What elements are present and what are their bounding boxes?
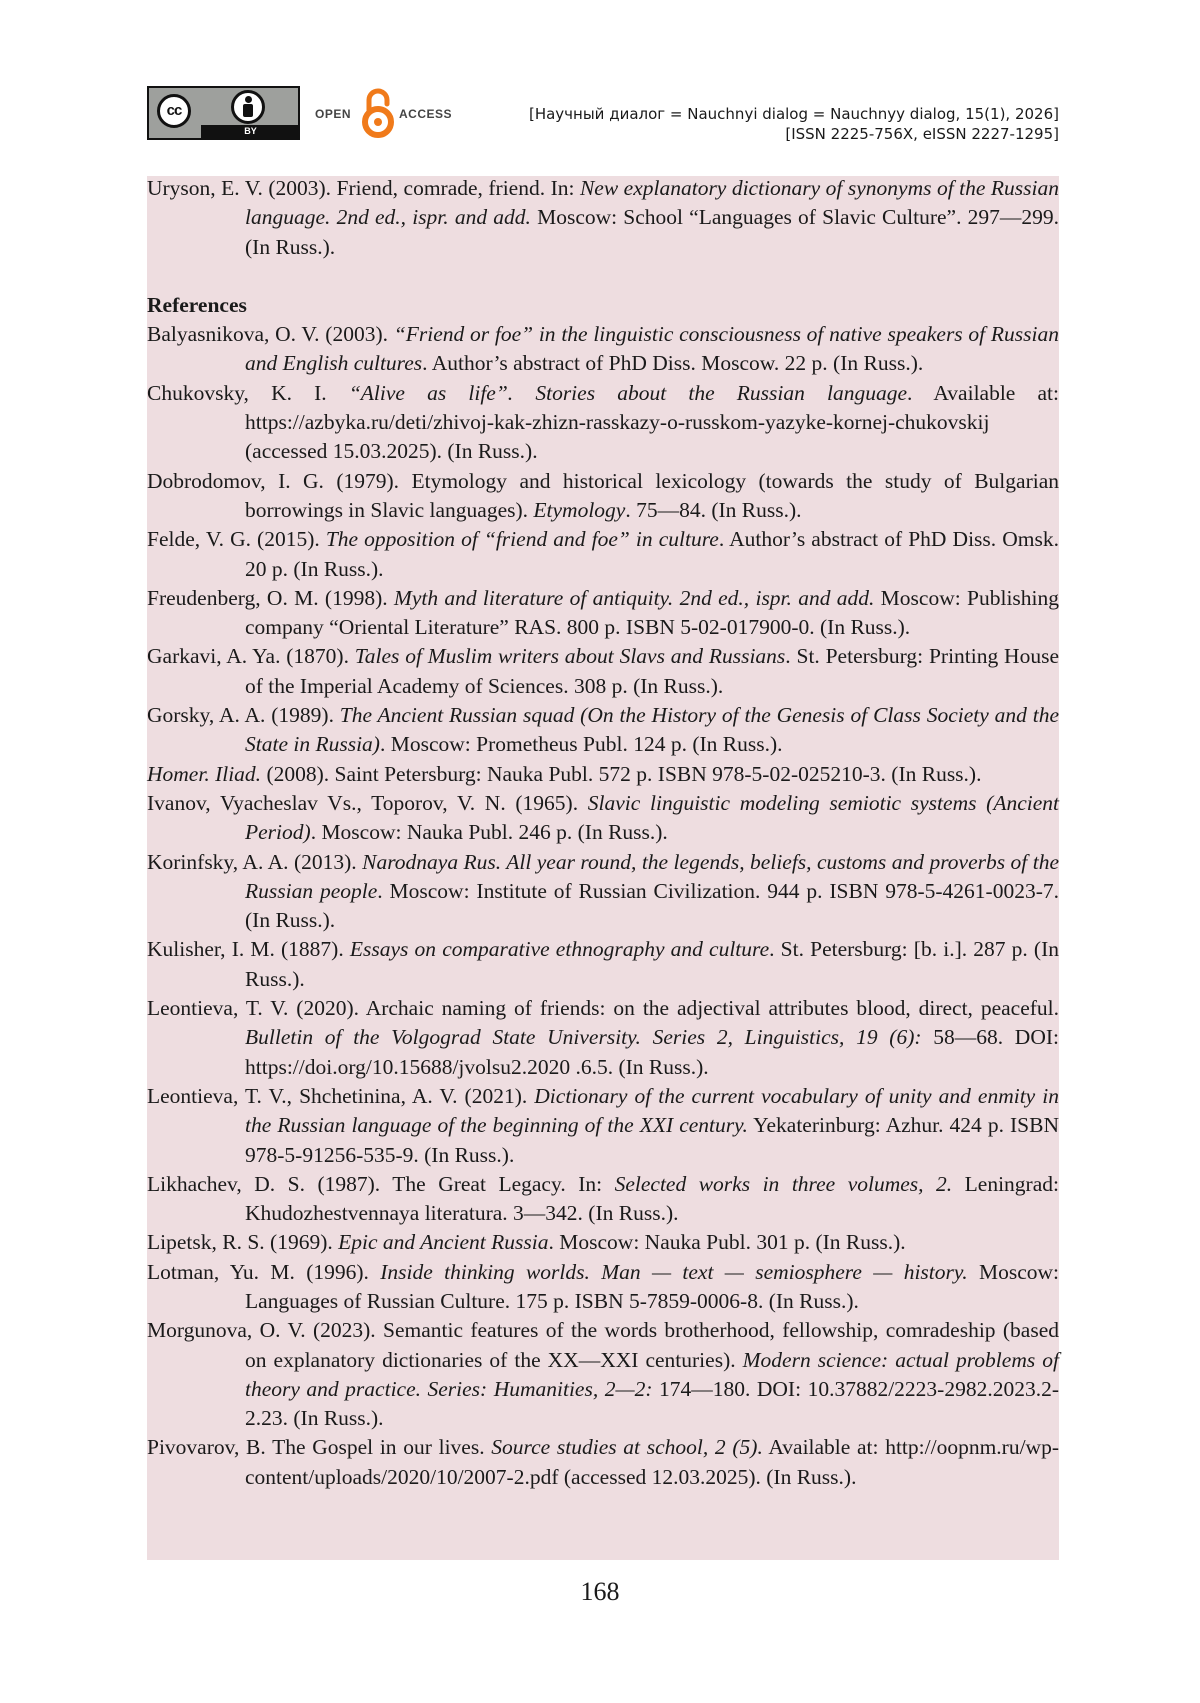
entry-title-segment: Homer. Iliad. [147,761,262,786]
references-list [147,320,1059,1492]
entry-title-segment: Bulletin of the Volgograd State University. Series 2, Linguistics, 19 (6): [245,1025,922,1050]
reference-entry [147,994,1059,1082]
entry-text-segment: . St. Petersburg: [b. i.]. 287 p. (In Russ.). [245,937,1059,991]
entry-text-segment: Moscow: School “Languages of Slavic Culture”. 297—299. (In Russ.). [245,205,1059,259]
entry-title-segment: Dictionary of the current vocabulary of unity and enmity in the Russian language of the beginning of the XXI century. [245,1083,1059,1138]
entry-text-segment: . Moscow: Nauka Publ. 246 p. (In Russ.). [310,820,668,845]
attribution-icon [231,90,265,124]
page-number: 168 [580,1577,620,1606]
references-heading: References [147,292,247,317]
entry-text-segment: (2008). Saint Petersburg: Nauka Publ. 572 p. ISBN 978-5-02-025210-3. (In Russ.). [261,761,982,786]
entry-text-segment: Available at: http://oopnm.ru/wp-content/uploads/2020/10/2007-2.pdf (accessed 12.03.2025). (In Russ.). [245,1435,1059,1489]
reference-entry [147,1170,1059,1229]
reference-entry [147,525,1059,584]
entry-text-segment: Moscow: Publishing company “Oriental Literature” RAS. 800 p. ISBN 5-02-017900-0. (In Russ.). [245,585,1060,640]
entry-text-segment: . Moscow: Prometheus Publ. 124 p. (In Russ.). [379,732,783,757]
by-label: BY [244,126,257,136]
entry-text-segment: Lotman, Yu. M. (1996). [147,1259,381,1284]
reference-entry [147,789,1059,848]
entry-text-segment: Leontieva, T. V., Shchetinina, A. V. (2021). [147,1083,535,1108]
entry-text-segment: Uryson, E. V. (2003). Friend, comrade, friend. In: [147,176,580,200]
reference-entry [147,320,1059,379]
entry-title-segment: The opposition of “friend and foe” in culture [325,527,719,552]
entry-text-segment: Moscow: Languages of Russian Culture. 175 p. ISBN 5-7859-0006-8. (In Russ.). [245,1259,1059,1313]
journal-title-line: [Научный диалог = Nauchnyi dialog = Nauchnyy dialog, 15(1), 2026] [528,105,1059,123]
reference-entry [147,379,1059,467]
entry-text-segment: . Moscow: Nauka Publ. 301 p. (In Russ.). [548,1230,906,1255]
entry-text-segment: Leontieva, T. V. (2020). Archaic naming of friends: on the adjectival attributes blood, direct, peaceful. [147,996,1059,1021]
entry-text-segment: . Moscow: Institute of Russian Civilization. 944 p. ISBN 978-5-4261-0023-7. (In Russ.). [245,878,1059,933]
entry-text-segment: Dobrodomov, I. G. (1979). Etymology and historical lexicology (towards the study of Bulgarian borrowings in Slavic languages). [147,468,1059,522]
entry-title-segment: Epic and Ancient Russia [338,1230,549,1255]
entry-text-segment: Lipetsk, R. S. (1969). [147,1230,339,1255]
entry-title-segment: Selected works in three volumes, 2. [614,1171,953,1196]
bibliography [147,174,1059,1492]
journal-issn-line: [ISSN 2225-756X, eISSN 2227-1295] [785,125,1059,143]
entry-title-segment: The Ancient Russian squad (On the History of the Genesis of Class Society and the State in Russia) [245,703,1059,757]
entry-text-segment: Korinfsky, A. A. (2013). [147,849,363,874]
entry-text-segment: Gorsky, A. A. (1989). [147,703,340,728]
entry-text-segment: Pivovarov, B. The Gospel in our lives. [147,1435,492,1460]
journal-citation [529,104,1059,144]
entry-text-segment: Freudenberg, O. M. (1998). [147,585,394,610]
reference-entry [147,467,1059,526]
entry-text-segment: Garkavi, A. Ya. (1870). [147,644,355,669]
reference-entry [147,1228,1059,1257]
reference-entry [147,935,1059,994]
entry-title-segment: Tales of Muslim writers about Slavs and Russians [354,644,786,669]
entry-text-segment: . 75—84. (In Russ.). [625,497,802,522]
entry-text-segment: Kulisher, I. M. (1887). [147,937,350,962]
entry-title-segment: Myth and literature of antiquity. 2nd ed., ispr. and add. [393,585,875,610]
entry-text-segment: Morgunova, O. V. (2023). Semantic features of the words brotherhood, fellowship, comradeship (based on explanatory dictionaries of the XX—XXI centuries). [147,1318,1059,1372]
access-label: ACCESS [399,107,453,121]
reference-entry [147,1082,1059,1170]
reference-entry [147,642,1059,701]
entry-title-segment: Slavic linguistic modeling semiotic systems (Ancient Period) [245,790,1059,845]
entry-text-segment: 174—180. DOI: 10.37882/2223-2982.2023.2-2.23. (In Russ.). [245,1376,1059,1431]
entry-title-segment: Etymology [533,497,626,522]
entry-title-segment: “Alive as life”. Stories about the Russian language [348,380,908,405]
entry-text-segment: Likhachev, D. S. (1987). The Great Legacy. In: [147,1171,615,1196]
reference-entry [147,848,1059,936]
cc-by-license-logo[interactable] [147,86,300,140]
open-label: OPEN [315,107,352,121]
entry-text-segment: 58—68. DOI: https://doi.org/10.15688/jvolsu2.2020 .6.5. (In Russ.). [245,1025,1059,1079]
reference-entry [147,1316,1059,1433]
entry-text-segment: . Author’s abstract of PhD Diss. Omsk. 20 p. (In Russ.). [245,527,1059,581]
reference-entry [147,1433,1059,1492]
reference-entry [147,584,1059,643]
cc-icon: cc [157,94,191,128]
entry-title-segment: Inside thinking worlds. Man — text — semiosphere — history. [380,1259,968,1284]
entry-title-segment: “Friend or foe” in the linguistic consciousness of native speakers of Russian and English cultures [245,322,1059,376]
entry-title-segment: Essays on comparative ethnography and culture [349,937,770,962]
entry-text-segment: . Available at: https://azbyka.ru/deti/zhivoj-kak-zhizn-rasskazy-o-russkom-yazyke-kornej-chukovskij (accessed 15.03.2025). (In Russ.). [245,380,1059,464]
entry-title-segment: Source studies at school, 2 (5). [491,1435,763,1460]
entry-text-segment: Balyasnikova, O. V. (2003). [147,322,394,347]
entry-text-segment: Ivanov, Vyacheslav Vs., Toporov, V. N. (1965). [147,790,588,815]
entry-text-segment: Yekaterinburg: Azhur. 424 p. ISBN 978-5-91256-535-9. (In Russ.). [245,1113,1059,1167]
entry-text-segment: . St. Petersburg: Printing House of the Imperial Academy of Sciences. 308 p. (In Russ.). [245,644,1059,698]
open-lock-icon [359,86,399,140]
open-access-logo [315,86,465,140]
entry-text-segment: Chukovsky, K. I. [147,380,349,405]
entry-text-segment: . Author’s abstract of PhD Diss. Moscow. 22 p. (In Russ.). [422,351,924,376]
bibliography-entry [147,174,1059,262]
entry-text-segment: Leningrad: Khudozhestvennaya literatura. 3—342. (In Russ.). [245,1171,1059,1226]
reference-entry [147,1258,1059,1317]
entry-title-segment: Narodnaya Rus. All year round, the legends, beliefs, customs and proverbs of the Russian people [245,849,1059,903]
reference-entry [147,760,1059,789]
reference-entry [147,701,1059,760]
entry-title-segment: New explanatory dictionary of synonyms of the Russian language. 2nd ed., ispr. and add. [245,176,1059,230]
entry-text-segment: Felde, V. G. (2015). [147,527,326,552]
entry-title-segment: Modern science: actual problems of theory and practice. Series: Humanities, 2—2: [245,1347,1059,1401]
page-header [147,86,1059,146]
